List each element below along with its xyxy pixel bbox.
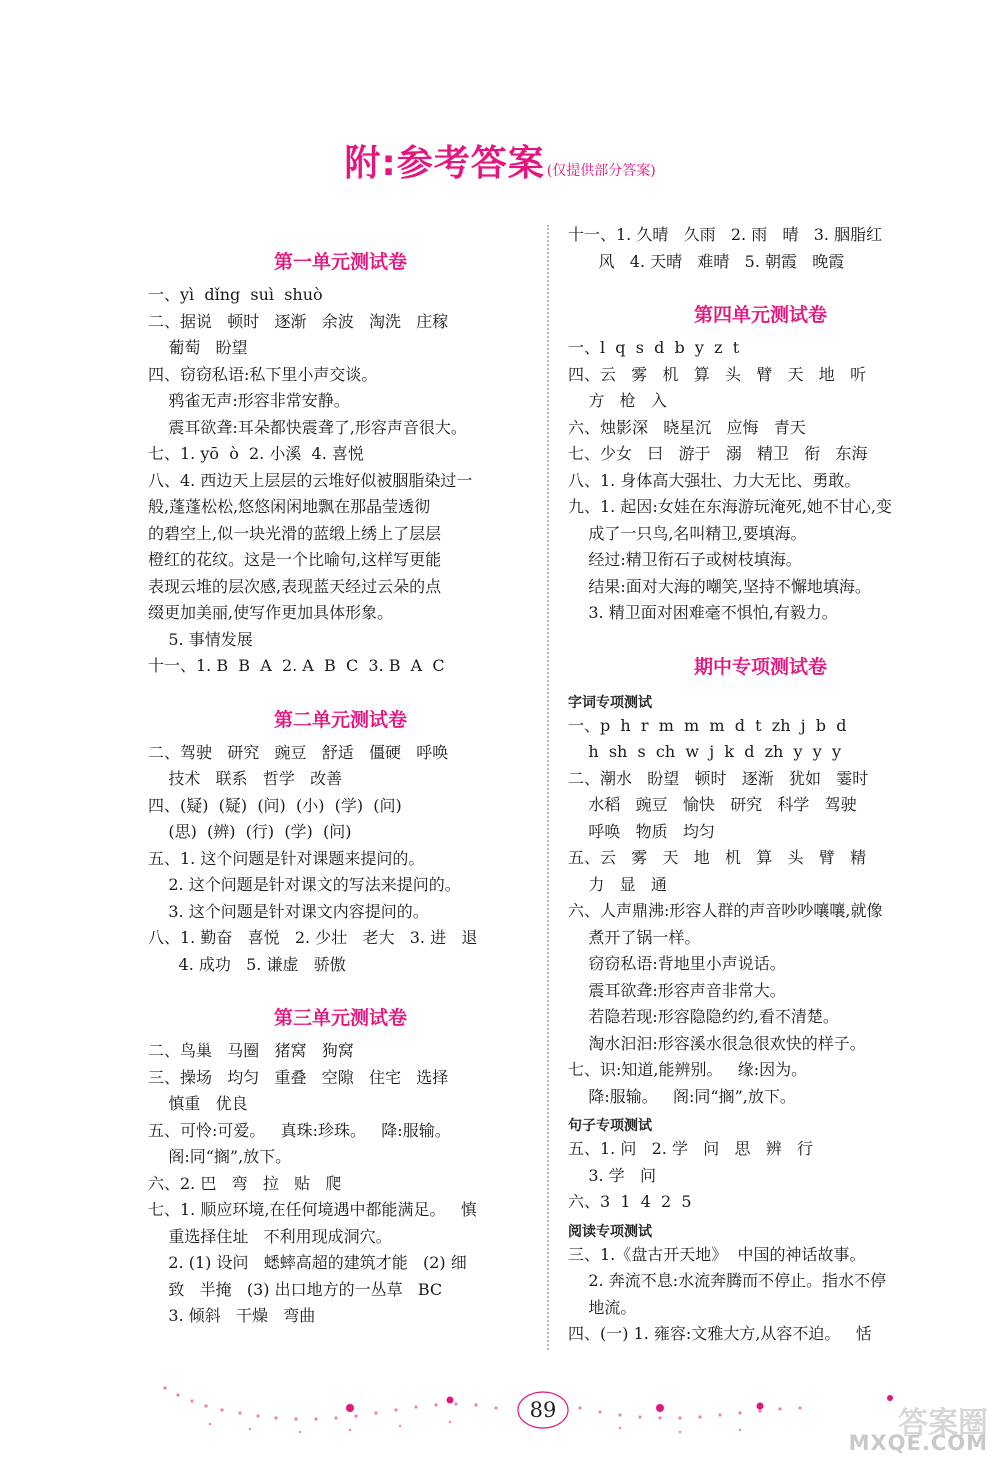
answer-line: 震耳欲聋:耳朵都快震聋了,形容声音很大。 <box>148 417 467 437</box>
answer-line: 降:服输。 阁:同“搁”,放下。 <box>568 1086 796 1106</box>
answer-line: 三、1.《盘古开天地》 中国的神话故事。 <box>568 1244 866 1264</box>
answer-line: 慎重 优良 <box>148 1094 248 1113</box>
answer-line: 般,蓬蓬松松,悠悠闲闲地飘在那晶莹透彻 <box>148 497 431 516</box>
column-divider <box>547 225 549 1350</box>
answer-line: 八、1. 身体高大强壮、力大无比、勇敢。 <box>568 470 861 490</box>
answer-line: 3. 这个问题是针对课文内容提问的。 <box>148 901 429 921</box>
answer-line: 十一、1. 久晴 久雨 2. 雨 晴 3. 胭脂红 <box>568 225 883 244</box>
answer-line: 震耳欲聋:形容声音非常大。 <box>568 980 786 1000</box>
answer-line: 一、l q s d b y z t <box>568 338 740 357</box>
answer-line: 风 4. 天晴 难晴 5. 朝霞 晚霞 <box>568 251 845 271</box>
watermark-logo: 答案圈 <box>898 1406 988 1441</box>
answer-line: 3. 倾斜 干燥 弯曲 <box>148 1306 316 1325</box>
answer-line: 七、少女 曰 游于 溺 精卫 衔 东海 <box>568 444 868 463</box>
answer-line: 2. 这个问题是针对课文的写法来提问的。 <box>148 875 461 894</box>
answer-line: 结果:面对大海的嘲笑,坚持不懈地填海。 <box>568 576 871 596</box>
answer-line: 五、可怜:可爱。 真珠:珍珠。 降:服输。 <box>148 1120 451 1140</box>
answer-line: 四、窃窃私语:私下里小声交谈。 <box>148 364 378 384</box>
answer-line: 5. 事情发展 <box>148 629 253 649</box>
answer-line: 五、1. 这个问题是针对课题来提问的。 <box>148 848 425 868</box>
answer-line: 2. (1) 设问 蟋蟀高超的建筑才能 (2) 细 <box>148 1253 467 1272</box>
answer-line: 六、人声鼎沸:形容人群的声音吵吵嚷嚷,就像 <box>568 901 883 920</box>
answer-line: 地流。 <box>568 1297 637 1317</box>
answer-line: 重选择住址 不利用现成洞穴。 <box>148 1226 392 1246</box>
answer-line: 的碧空上,似一块光滑的蓝缎上绣上了层层 <box>148 523 442 543</box>
answer-line: 五、云 雾 天 地 机 算 头 臂 精 <box>568 848 867 867</box>
subsection-title: 句子专项测试 <box>568 1118 652 1134</box>
answer-line: 五、1. 问 2. 学 问 思 辨 行 <box>568 1139 813 1158</box>
answer-line: 成了一只鸟,名叫精卫,要填海。 <box>568 523 807 543</box>
answer-line: 呼唤 物质 均匀 <box>568 821 715 841</box>
answer-line: 葡萄 盼望 <box>148 338 248 357</box>
section-title: 期中专项测试卷 <box>693 655 827 678</box>
title-sub: (仅提供部分答案) <box>546 163 656 179</box>
answer-line: 力 显 通 <box>568 874 667 894</box>
answer-line: 方 枪 入 <box>568 391 667 410</box>
answer-line: 八、4. 西边天上层层的云堆好似被胭脂染过一 <box>148 470 473 490</box>
subsection-title: 字词专项测试 <box>568 694 652 711</box>
answer-line: 橙红的花纹。这是一个比喻句,这样写更能 <box>148 550 442 569</box>
answer-line: 二、潮水 盼望 顿时 逐渐 犹如 霎时 <box>568 768 869 788</box>
section-title: 第二单元测试卷 <box>273 708 407 731</box>
answer-line: 若隐若现:形容隐隐约约,看不清楚。 <box>568 1007 839 1026</box>
answer-line: 一、yì dǐng suì shuò <box>148 285 323 304</box>
answer-line: 3. 精卫面对困难毫不惧怕,有毅力。 <box>568 603 838 622</box>
answer-line: 技术 联系 哲学 改善 <box>148 769 343 788</box>
left-column <box>148 222 533 1330</box>
answer-line: 窃窃私语:背地里小声说话。 <box>568 954 786 973</box>
answer-line: 2. 奔流不息:水流奔腾而不停止。指水不停 <box>568 1271 887 1290</box>
answer-line: 四、云 雾 机 算 头 臂 天 地 听 <box>568 364 867 384</box>
answer-line: 阁:同“搁”,放下。 <box>148 1147 292 1166</box>
answer-line: 缀更加美丽,使写作更加具体形象。 <box>148 603 394 622</box>
subsection-title: 阅读专项测试 <box>568 1223 652 1240</box>
answer-line: 3. 学 问 <box>568 1165 656 1185</box>
answer-line: 四、(一) 1. 雍容:文雅大方,从容不迫。 恬 <box>568 1324 872 1343</box>
answer-line: 四、(疑) (疑) (问) (小) (学) (问) <box>148 795 402 815</box>
answer-line: 致 半掩 (3) 出口地方的一丛草 BC <box>148 1279 443 1299</box>
answer-line: 水稻 豌豆 愉快 研究 科学 驾驶 <box>568 795 857 814</box>
answer-line: 4. 成功 5. 谦虚 骄傲 <box>148 954 346 974</box>
answer-line: 六、3 1 4 2 5 <box>568 1192 692 1211</box>
answer-line: 二、鸟巢 马圈 猪窝 狗窝 <box>148 1041 354 1060</box>
watermark <box>820 1398 1000 1457</box>
answer-line: 九、1. 起因:女娃在东海游玩淹死,她不甘心,变 <box>568 497 892 516</box>
answer-line: 七、识:知道,能辨别。 缘:因为。 <box>568 1060 808 1079</box>
section-title: 第一单元测试卷 <box>273 251 407 273</box>
page-number: 89 <box>529 1398 557 1422</box>
answer-line: 六、2. 巴 弯 拉 贴 爬 <box>148 1173 342 1193</box>
answer-line: 三、操场 均匀 重叠 空隙 住宅 选择 <box>148 1067 449 1087</box>
answer-line: (思) (辨) (行) (学) (问) <box>148 822 352 841</box>
answer-line: 煮开了锅一样。 <box>568 927 701 947</box>
answer-line: 十一、1. B B A 2. A B C 3. B A C <box>148 656 445 675</box>
answer-line: 鸦雀无声:形容非常安静。 <box>148 391 350 410</box>
answer-line: 八、1. 勤奋 喜悦 2. 少壮 老大 3. 进 退 <box>148 928 478 947</box>
answer-line: 二、据说 顿时 逐渐 余波 淘洗 庄稼 <box>148 311 449 331</box>
title-main: 附:参考答案 <box>344 143 545 184</box>
watermark-url: MXQE.COM <box>848 1431 988 1455</box>
page-title <box>0 135 1000 186</box>
right-column <box>568 222 953 1348</box>
answer-line: 二、驾驶 研究 豌豆 舒适 僵硬 呼唤 <box>148 742 449 762</box>
answer-line: 淘水汩汩:形容溪水很急很欢快的样子。 <box>568 1033 866 1053</box>
answer-line: 一、p h r m m m d t zh j b d <box>568 715 847 735</box>
answer-line: 六、烛影深 晓星沉 应悔 青天 <box>568 417 806 437</box>
answer-line: 经过:精卫衔石子或树枝填海。 <box>568 550 802 569</box>
section-title: 第三单元测试卷 <box>273 1007 407 1029</box>
answer-line: h sh s ch w j k d zh y y y <box>568 742 841 761</box>
section-title: 第四单元测试卷 <box>693 304 827 326</box>
answer-line: 表现云堆的层次感,表现蓝天经过云朵的点 <box>148 576 442 596</box>
answer-line: 七、1. 顺应环境,在任何境遇中都能满足。 慎 <box>148 1200 477 1219</box>
answer-line: 七、1. yō ò 2. 小溪 4. 喜悦 <box>148 444 364 463</box>
